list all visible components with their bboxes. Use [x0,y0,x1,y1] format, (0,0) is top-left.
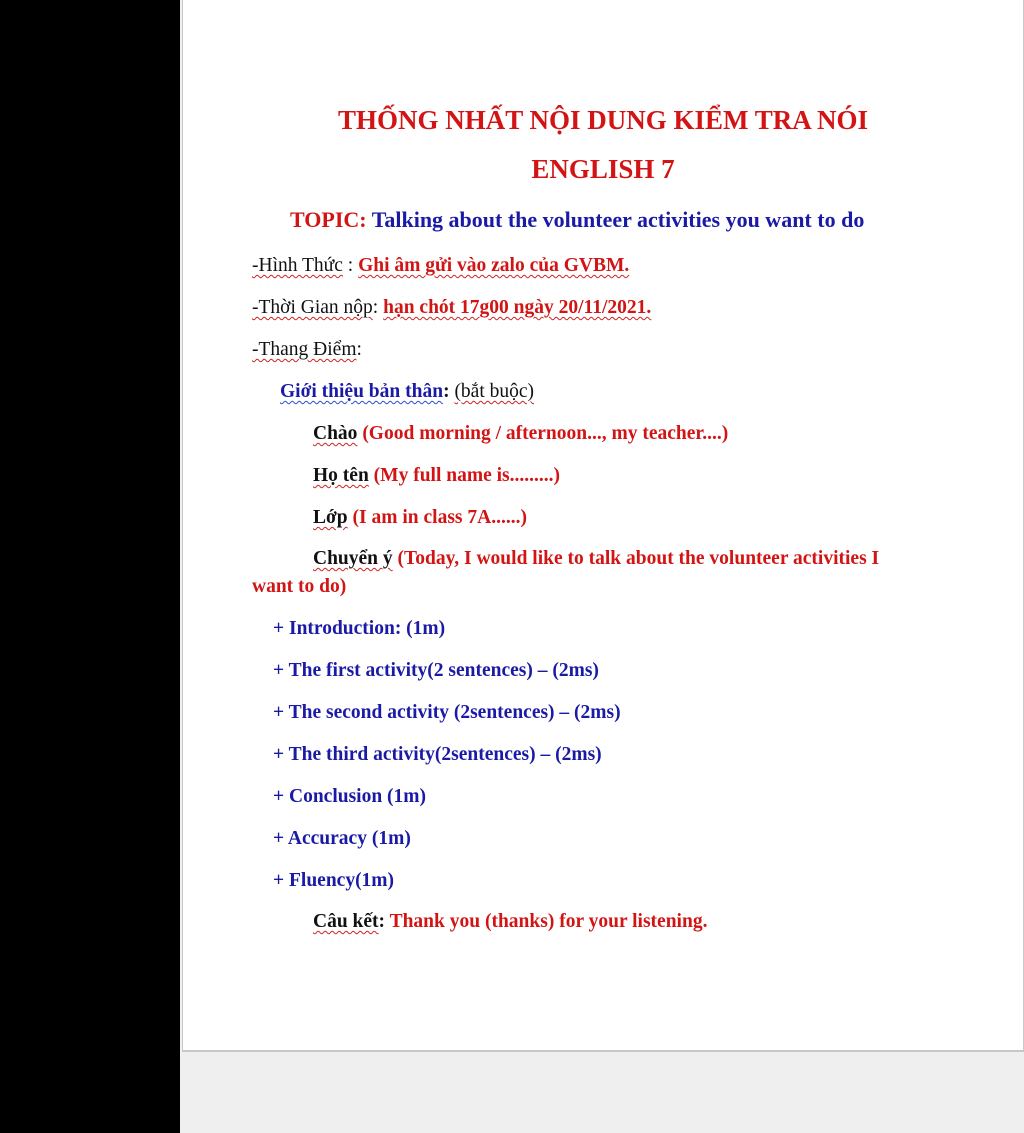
time-label: -Thời Gian nộp [252,297,373,318]
topic-label: TOPIC: [290,207,367,232]
form-value: Ghi âm gửi vào zalo của GVBM. [358,255,630,276]
topic-line [290,208,864,232]
transition-label: Chuyển ý [313,548,393,569]
left-black-bar [0,0,180,1133]
criteria-item: + Introduction: (1m) [273,618,446,639]
criteria-item: + Conclusion (1m) [273,786,427,807]
document-page [182,0,1024,1052]
form-sep: : [342,255,359,276]
criteria-item: + The second activity (2sentences) – (2ms) [273,702,621,723]
criteria-item: + The first activity(2 sentences) – (2ms) [273,660,599,681]
intro-note: (bắt buộc) [454,381,535,402]
form-label: -Hình Thức [252,255,343,276]
form-line [252,254,629,278]
criteria-item: + Accuracy (1m) [273,828,411,849]
class-line [313,506,527,530]
intro-sep: : [443,381,455,402]
class-label: Lớp [313,507,348,528]
criteria-item: + Fluency(1m) [273,870,395,891]
greet-line [313,422,728,446]
closing-sep: : [378,911,390,932]
class-text: (I am in class 7A......) [347,507,527,528]
time-line [252,296,651,320]
closing-line [313,910,707,934]
score-line [252,338,362,362]
greet-text: (Good morning / afternoon..., my teacher....) [357,423,729,444]
closing-text: Thank you (thanks) for your listening. [389,911,708,932]
intro-line [280,380,534,404]
name-label: Họ tên [313,465,369,486]
score-sep: : [356,339,362,360]
greet-label: Chào [313,423,358,444]
transition-line [313,547,879,571]
title-line-2: ENGLISH 7 [531,154,675,184]
intro-label: Giới thiệu bản thân [280,381,444,402]
topic-text: Talking about the volunteer activities you want to do [366,207,865,232]
name-line [313,464,560,488]
time-value: hạn chót 17g00 ngày 20/11/2021. [383,297,652,318]
transition-text-1: (Today, I would like to talk about the volunteer activities I [392,548,880,569]
score-label: -Thang Điểm [252,339,357,360]
transition-text-2: want to do) [252,576,347,597]
title-line-1: THỐNG NHẤT NỘI DUNG KIỂM TRA NÓI [337,105,869,135]
name-text: (My full name is.........) [368,465,560,486]
closing-label: Câu kết [313,911,379,932]
time-sep: : [372,297,384,318]
criteria-item: + The third activity(2sentences) – (2ms) [273,744,602,765]
